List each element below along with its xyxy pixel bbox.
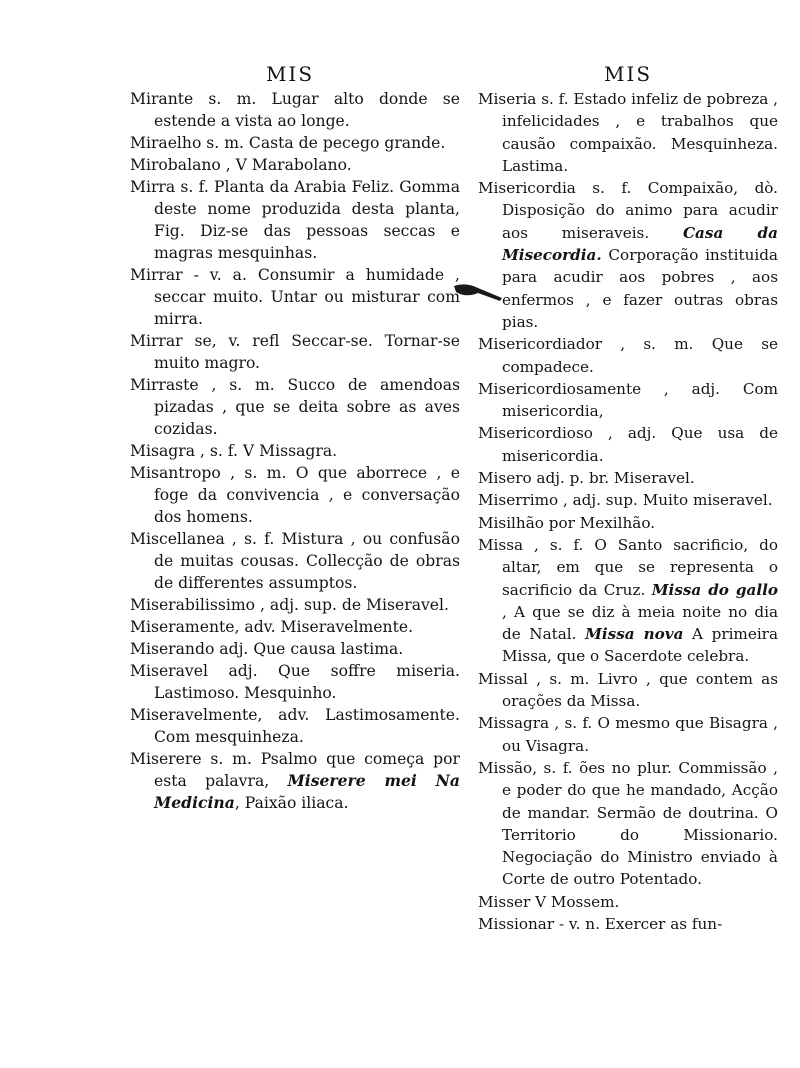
left-entry: Mirobalano , V Marabolano. [130, 156, 352, 174]
right-entry: Misericordiador , s. m. Que se compadece. [478, 335, 778, 376]
right-entry: Misericordiosamente , adj. Com misericordia, [478, 379, 778, 421]
left-entry: Mirraste , s. m. Succo de amendoas pizadas , que se deita sobre as aves cozidas. [130, 376, 460, 438]
left-entry: Miserabilissimo , adj. sup. de Miseravel. [130, 596, 449, 614]
entry-missa: Missa , s. f. O Santo sacrificio, do altar, em que se representa o sacrificio da Cruz. Missa do gallo , A que se diz à meia noite no dia de Natal. Missa nova A primeira Missa, que o Sacerdote celebra. [478, 535, 778, 666]
right-entry: Missionar - v. n. Exercer as fun- [478, 914, 723, 933]
entry-miserere: Miserere s. m. Psalmo que começa por esta palavra, Miserere mei Na Medicina, Paixão iliaca. [130, 750, 460, 812]
left-entry: Misantropo , s. m. O que aborrece , e foge da convivencia , e conversação dos homens. [130, 464, 460, 526]
left-entry: Miseramente, adv. Miseravelmente. [130, 618, 414, 636]
left-column-header: MIS [265, 62, 315, 86]
right-entry: Missal , s. m. Livro , que contem as orações da Missa. [478, 669, 778, 711]
left-entry: Miseravel adj. Que soffre miseria. Lastimoso. Mesquinho. [130, 662, 460, 702]
right-column-header: MIS [603, 62, 653, 86]
left-entry: Miseravelmente, adv. Lastimosamente. Com mesquinheza. [130, 706, 460, 746]
left-entry: Mirante s. m. Lugar alto donde se estende a vista ao longe. [130, 90, 460, 130]
right-entry-list-b [478, 333, 778, 534]
right-entry: Misero adj. p. br. Miseravel. [478, 469, 695, 488]
right-entry: Missão, s. f. ões no plur. Commissão , e poder do que he mandado, Acção de mandar. Sermão de doutrina. O Territorio do Missionario. Negociação do Ministro enviado à Corte de outro Potentado. [478, 758, 778, 889]
right-entry-list-c [478, 668, 778, 936]
left-column [130, 62, 460, 814]
left-entry: Mirrar se, v. refl Seccar-se. Tornar-se muito magro. [130, 332, 460, 372]
right-entry: Misilhão por Mexilhão. [478, 513, 656, 532]
right-entry-list-a [478, 88, 778, 177]
right-entry: Missagra , s. f. O mesmo que Bisagra , ou Visagra. [478, 714, 778, 755]
left-entry: Miraelho s. m. Casta de pecego grande. [130, 134, 446, 152]
entry-misericordia: Misericordia s. f. Compaixão, dò. Disposição do animo para acudir aos miseraveis. Casa da Misecordia. Corporação instituida para acudir aos pobres , aos enfermos , e fazer outras obras pias. [478, 179, 778, 331]
right-entry: Miserrimo , adj. sup. Muito miseravel. [478, 491, 773, 510]
pointing-hand-icon [452, 276, 506, 306]
right-column [478, 62, 778, 935]
left-entry: Mirrar - v. a. Consumir a humidade , seccar muito. Untar ou misturar com mirra. [130, 266, 460, 328]
right-entry: Miseria s. f. Estado infeliz de pobreza , infelicidades , e trabalhos que causão compaixão. Mesquinheza. Lastima. [478, 90, 778, 175]
left-entry: Mirra s. f. Planta da Arabia Feliz. Gomma deste nome produzida desta planta, Fig. Diz-se das pessoas seccas e magras mesquinhas. [130, 178, 460, 262]
right-entry: Misser V Mossem. [478, 892, 620, 911]
left-entry: Miscellanea , s. f. Mistura , ou confusão de muitas cousas. Collecção de obras de differentes assumptos. [130, 530, 460, 592]
right-entry: Misericordioso , adj. Que usa de misericordia. [478, 424, 778, 465]
left-entry-list [130, 88, 460, 748]
left-entry: Miserando adj. Que causa lastima. [130, 640, 404, 658]
left-entry: Misagra , s. f. V Missagra. [130, 442, 338, 460]
